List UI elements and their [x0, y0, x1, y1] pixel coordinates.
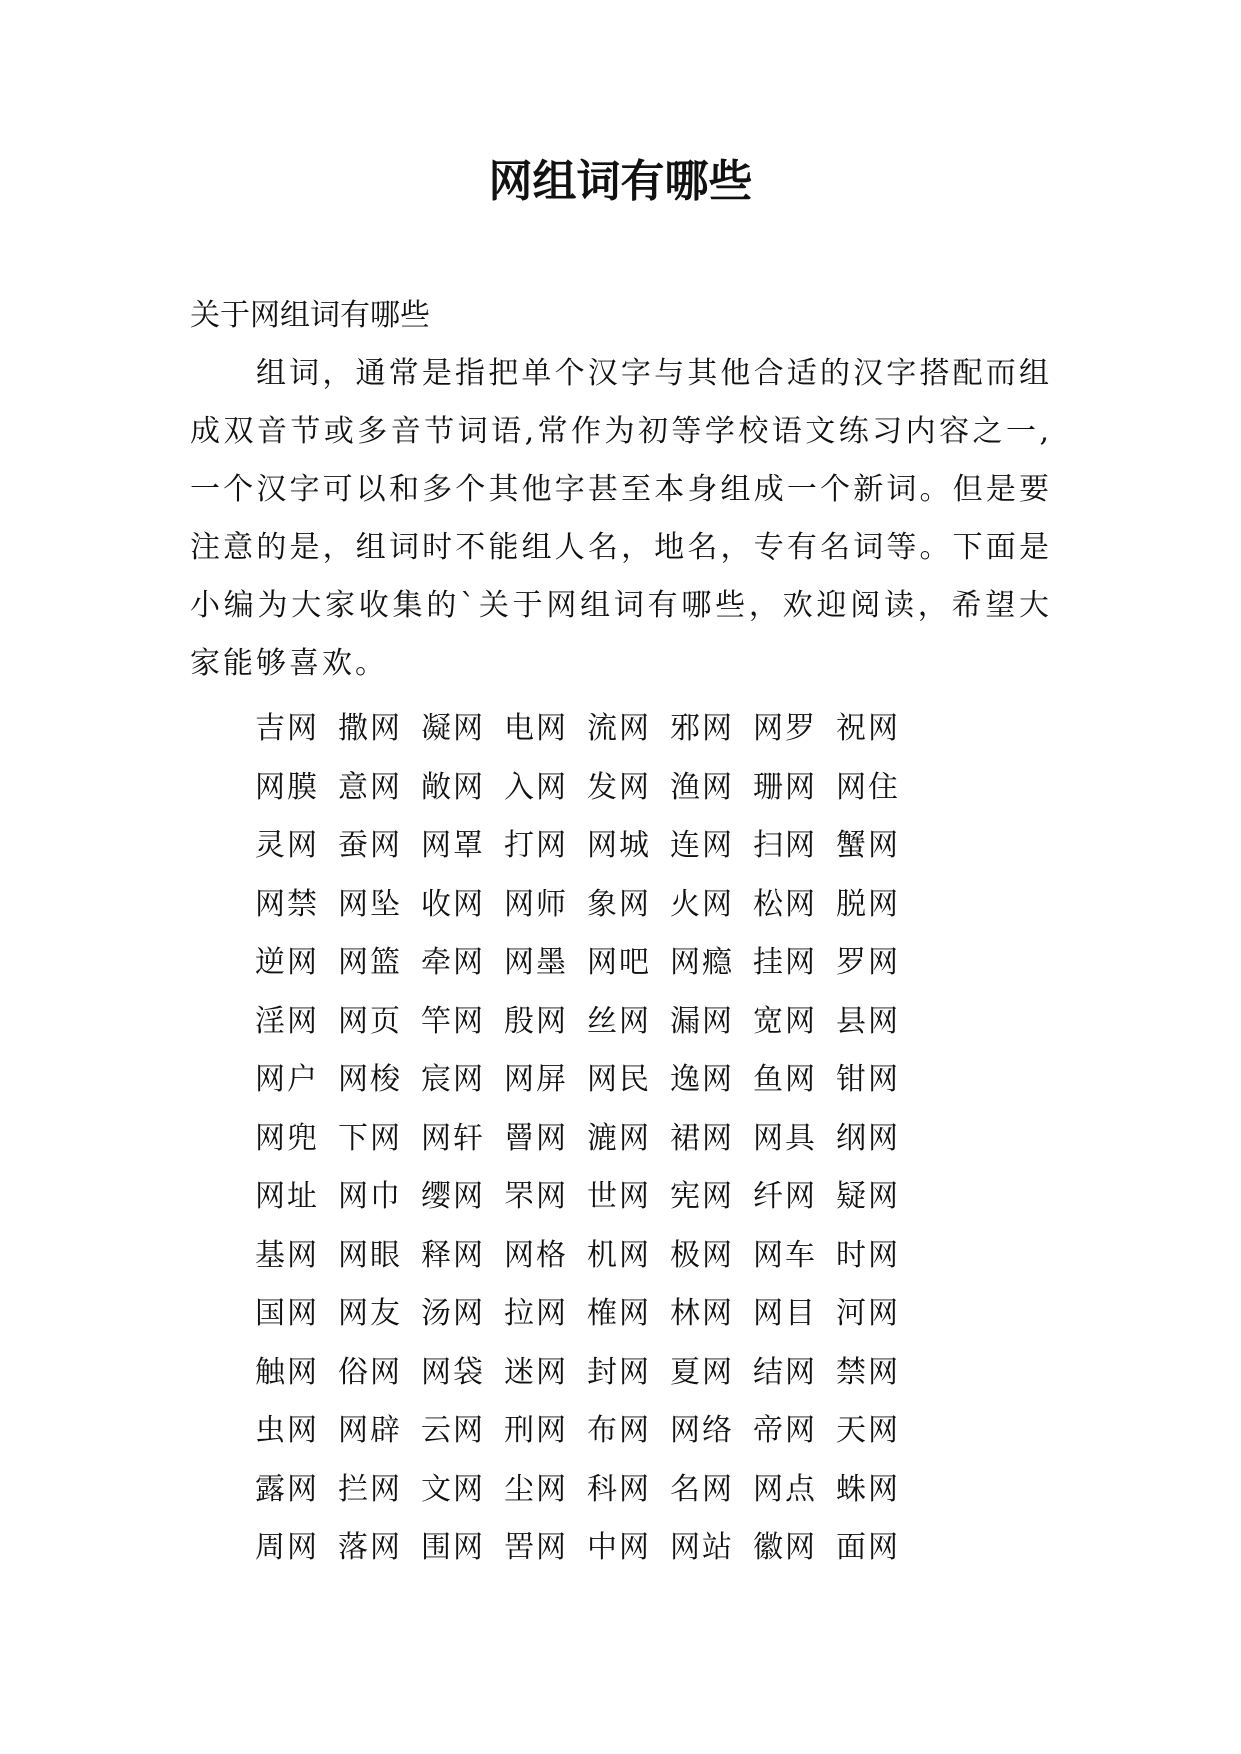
word-item: 网禁 — [255, 886, 319, 922]
word-item: 网具 — [753, 1120, 817, 1156]
word-item: 意网 — [338, 769, 402, 805]
word-row — [255, 817, 919, 876]
word-item: 宽网 — [753, 1003, 817, 1039]
word-item: 挂网 — [753, 945, 817, 981]
word-item: 罾网 — [504, 1120, 568, 1156]
word-item: 松网 — [753, 886, 817, 922]
word-item: 牵网 — [421, 945, 485, 981]
word-item: 纤网 — [753, 1179, 817, 1215]
word-item: 发网 — [587, 769, 651, 805]
word-item: 漉网 — [587, 1120, 651, 1156]
word-item: 网篮 — [338, 945, 402, 981]
word-item: 扫网 — [753, 828, 817, 864]
word-row — [255, 876, 919, 935]
word-item: 围网 — [421, 1530, 485, 1566]
word-item: 网瘾 — [670, 945, 734, 981]
word-item: 网户 — [255, 1062, 319, 1098]
word-item: 逸网 — [670, 1062, 734, 1098]
word-item: 网兜 — [255, 1120, 319, 1156]
word-item: 触网 — [255, 1354, 319, 1390]
word-item: 网友 — [338, 1296, 402, 1332]
word-item: 结网 — [753, 1354, 817, 1390]
word-item: 祝网 — [836, 711, 900, 747]
word-row — [255, 1519, 919, 1578]
word-item: 敞网 — [421, 769, 485, 805]
word-item: 网袋 — [421, 1354, 485, 1390]
word-item: 刑网 — [504, 1413, 568, 1449]
word-item: 时网 — [836, 1237, 900, 1273]
word-item: 电网 — [504, 711, 568, 747]
word-item: 脱网 — [836, 886, 900, 922]
word-item: 释网 — [421, 1237, 485, 1273]
word-item: 象网 — [587, 886, 651, 922]
word-row — [255, 759, 919, 818]
word-item: 网吧 — [587, 945, 651, 981]
word-item: 缨网 — [421, 1179, 485, 1215]
word-item: 罟网 — [504, 1530, 568, 1566]
word-item: 河网 — [836, 1296, 900, 1332]
word-item: 渔网 — [670, 769, 734, 805]
word-item: 淫网 — [255, 1003, 319, 1039]
word-row — [255, 1344, 919, 1403]
word-row — [255, 1402, 919, 1461]
word-item: 网格 — [504, 1237, 568, 1273]
word-item: 罘网 — [504, 1179, 568, 1215]
word-item: 基网 — [255, 1237, 319, 1273]
document-title: 网组词有哪些 — [488, 156, 753, 207]
word-item: 面网 — [836, 1530, 900, 1566]
word-item: 蚕网 — [338, 828, 402, 864]
word-item: 云网 — [421, 1413, 485, 1449]
word-item: 钳网 — [836, 1062, 900, 1098]
word-item: 极网 — [670, 1237, 734, 1273]
word-item: 网墨 — [504, 945, 568, 981]
word-item: 落网 — [338, 1530, 402, 1566]
word-item: 吉网 — [255, 711, 319, 747]
word-item: 禁网 — [836, 1354, 900, 1390]
intro-paragraph: 组词，通常是指把单个汉字与其他合适的汉字搭配而组成双音节或多音节词语,常作为初等学校语文练习内容之一,一个汉字可以和多个其他字甚至本身组成一个新词。但是要注意的是，组词时不能组人名，地名，专有名词等。下面是小编为大家收集的`关于网组词有哪些，欢迎阅读，希望大家能够喜欢。 — [190, 356, 1052, 681]
word-item: 蛛网 — [836, 1471, 900, 1507]
word-item: 名网 — [670, 1471, 734, 1507]
word-item: 入网 — [504, 769, 568, 805]
word-item: 丝网 — [587, 1003, 651, 1039]
word-row — [255, 934, 919, 993]
word-item: 榷网 — [587, 1296, 651, 1332]
word-item: 网页 — [338, 1003, 402, 1039]
word-item: 科网 — [587, 1471, 651, 1507]
word-row — [255, 1051, 919, 1110]
word-item: 夏网 — [670, 1354, 734, 1390]
word-row — [255, 1110, 919, 1169]
word-item: 网点 — [753, 1471, 817, 1507]
word-item: 网站 — [670, 1530, 734, 1566]
word-row — [255, 1285, 919, 1344]
word-item: 收网 — [421, 886, 485, 922]
word-item: 网屏 — [504, 1062, 568, 1098]
word-item: 封网 — [587, 1354, 651, 1390]
word-item: 俗网 — [338, 1354, 402, 1390]
word-item: 国网 — [255, 1296, 319, 1332]
word-row — [255, 1461, 919, 1520]
document-subtitle: 关于网组词有哪些 — [190, 298, 430, 333]
word-item: 宪网 — [670, 1179, 734, 1215]
word-item: 网车 — [753, 1237, 817, 1273]
word-item: 网罗 — [753, 711, 817, 747]
word-item: 世网 — [587, 1179, 651, 1215]
word-item: 迷网 — [504, 1354, 568, 1390]
word-item: 逆网 — [255, 945, 319, 981]
word-item: 布网 — [587, 1413, 651, 1449]
word-item: 网巾 — [338, 1179, 402, 1215]
word-row — [255, 700, 919, 759]
word-item: 宸网 — [421, 1062, 485, 1098]
word-item: 网坠 — [338, 886, 402, 922]
word-item: 下网 — [338, 1120, 402, 1156]
word-item: 网城 — [587, 828, 651, 864]
word-item: 帝网 — [753, 1413, 817, 1449]
word-item: 网梭 — [338, 1062, 402, 1098]
word-item: 汤网 — [421, 1296, 485, 1332]
word-item: 凝网 — [421, 711, 485, 747]
word-item: 网师 — [504, 886, 568, 922]
word-item: 网目 — [753, 1296, 817, 1332]
word-item: 珊网 — [753, 769, 817, 805]
word-item: 罗网 — [836, 945, 900, 981]
word-item: 虫网 — [255, 1413, 319, 1449]
word-item: 网址 — [255, 1179, 319, 1215]
word-item: 拉网 — [504, 1296, 568, 1332]
word-item: 漏网 — [670, 1003, 734, 1039]
word-item: 纲网 — [836, 1120, 900, 1156]
word-item: 文网 — [421, 1471, 485, 1507]
word-item: 撒网 — [338, 711, 402, 747]
word-item: 邪网 — [670, 711, 734, 747]
word-row — [255, 993, 919, 1052]
word-list — [255, 700, 919, 1578]
word-item: 露网 — [255, 1471, 319, 1507]
word-item: 尘网 — [504, 1471, 568, 1507]
word-item: 疑网 — [836, 1179, 900, 1215]
word-item: 流网 — [587, 711, 651, 747]
word-item: 网罩 — [421, 828, 485, 864]
word-item: 徽网 — [753, 1530, 817, 1566]
word-item: 裙网 — [670, 1120, 734, 1156]
word-item: 拦网 — [338, 1471, 402, 1507]
word-item: 网轩 — [421, 1120, 485, 1156]
word-item: 火网 — [670, 886, 734, 922]
word-item: 竿网 — [421, 1003, 485, 1039]
word-item: 网辟 — [338, 1413, 402, 1449]
word-item: 天网 — [836, 1413, 900, 1449]
word-item: 网眼 — [338, 1237, 402, 1273]
word-item: 蟹网 — [836, 828, 900, 864]
word-item: 网络 — [670, 1413, 734, 1449]
word-row — [255, 1168, 919, 1227]
word-item: 网民 — [587, 1062, 651, 1098]
word-item: 殷网 — [504, 1003, 568, 1039]
word-item: 机网 — [587, 1237, 651, 1273]
word-item: 网膜 — [255, 769, 319, 805]
word-item: 中网 — [587, 1530, 651, 1566]
word-item: 打网 — [504, 828, 568, 864]
word-item: 灵网 — [255, 828, 319, 864]
word-item: 林网 — [670, 1296, 734, 1332]
word-item: 周网 — [255, 1530, 319, 1566]
word-item: 网住 — [836, 769, 900, 805]
word-item: 鱼网 — [753, 1062, 817, 1098]
word-row — [255, 1227, 919, 1286]
word-item: 县网 — [836, 1003, 900, 1039]
word-item: 连网 — [670, 828, 734, 864]
